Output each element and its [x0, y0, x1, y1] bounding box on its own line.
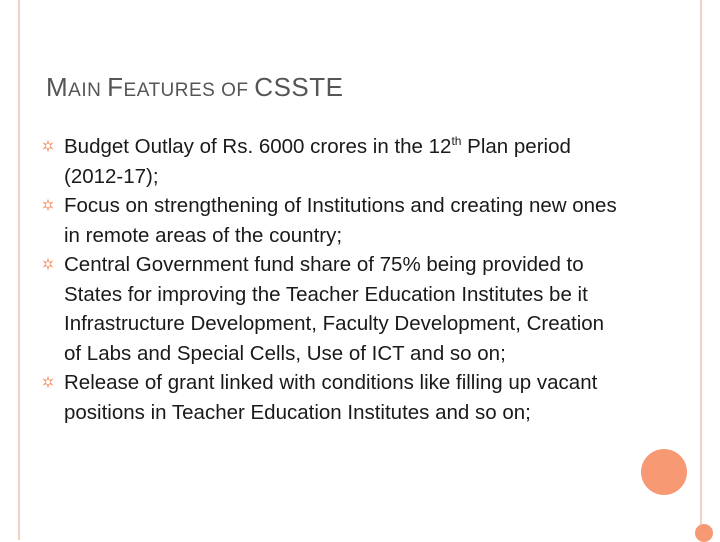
bullet-text-part: Budget Outlay of Rs. 6000 crores in the 12 — [64, 135, 452, 158]
bullet-item — [40, 191, 620, 250]
bullet-item — [40, 132, 620, 191]
bullet-list — [40, 132, 620, 427]
bullet-text: Release of grant linked with conditions like filling up vacant positions in Teacher Education Institutes and so on; — [64, 371, 598, 424]
bullet-item — [40, 250, 620, 368]
decorative-circle-large — [641, 449, 687, 495]
decorative-circle-small — [695, 524, 713, 542]
superscript-th: th — [451, 134, 462, 149]
orange-flower-icon — [40, 374, 56, 390]
bullet-text-part: Plan period (2012-17); — [64, 135, 571, 188]
orange-flower-icon — [40, 197, 56, 213]
bullet-text: Focus on strengthening of Institutions and creating new ones in remote areas of the country; — [64, 194, 617, 247]
title-acronym: CSSTE — [254, 72, 344, 102]
title-main-rest: AIN — [68, 80, 108, 101]
title-features-rest: EATURES OF — [123, 80, 255, 101]
bullet-item — [40, 368, 620, 427]
orange-flower-icon — [40, 138, 56, 154]
title-features-cap: F — [107, 72, 124, 102]
orange-flower-icon — [40, 256, 56, 272]
slide-title — [46, 72, 343, 103]
title-main-cap: M — [46, 72, 69, 102]
bullet-text: Central Government fund share of 75% being provided to States for improving the Teacher Education Institutes be it Infrastructure Development, Faculty Development, Creation of Labs and Special Cells, Use of ICT and so on; — [64, 253, 605, 365]
